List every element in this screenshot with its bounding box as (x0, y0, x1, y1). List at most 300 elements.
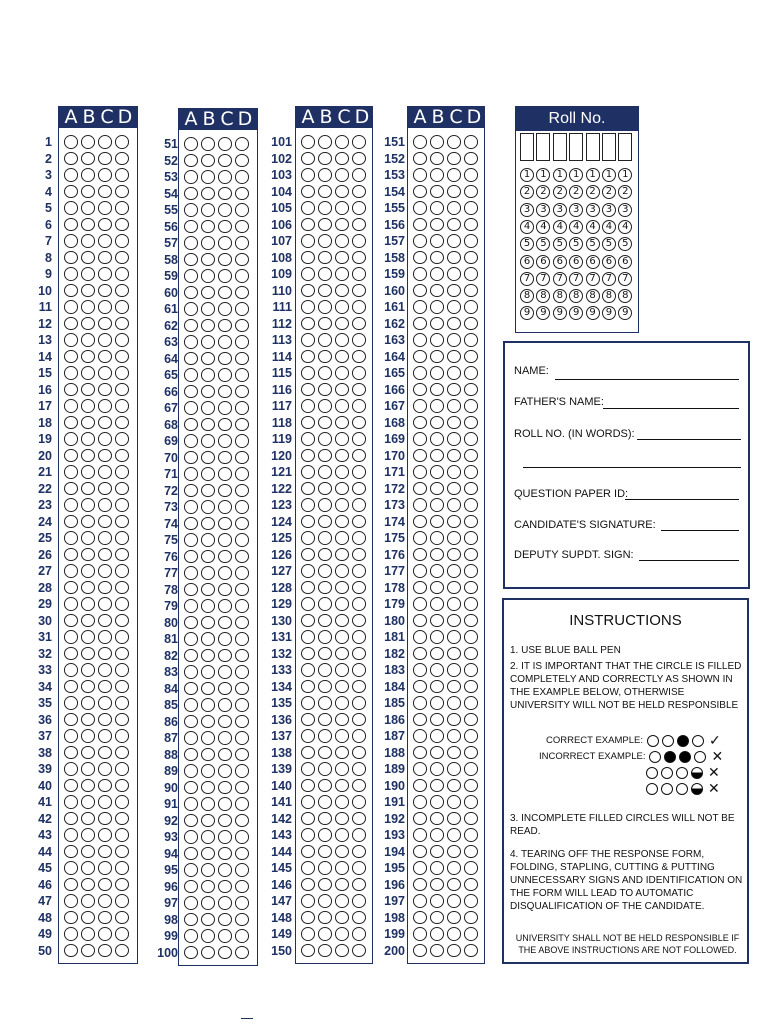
answer-bubble-b[interactable] (81, 845, 95, 859)
answer-bubble-a[interactable] (301, 185, 315, 199)
roll-digit-box[interactable] (618, 133, 632, 161)
answer-bubble-b[interactable] (81, 185, 95, 199)
answer-bubble-c[interactable] (98, 432, 112, 446)
answer-bubble-a[interactable] (184, 913, 198, 927)
answer-bubble-c[interactable] (98, 531, 112, 545)
answer-bubble-b[interactable] (430, 135, 444, 149)
answer-bubble-b[interactable] (81, 795, 95, 809)
answer-bubble-c[interactable] (98, 218, 112, 232)
answer-bubble-a[interactable] (184, 929, 198, 943)
roll-digit-bubble[interactable]: 5 (618, 237, 632, 251)
answer-bubble-d[interactable] (464, 416, 478, 430)
answer-bubble-c[interactable] (335, 878, 349, 892)
answer-bubble-a[interactable] (64, 647, 78, 661)
answer-bubble-d[interactable] (352, 795, 366, 809)
answer-bubble-d[interactable] (352, 465, 366, 479)
answer-bubble-a[interactable] (301, 878, 315, 892)
answer-bubble-c[interactable] (218, 434, 232, 448)
answer-bubble-b[interactable] (201, 434, 215, 448)
answer-bubble-a[interactable] (184, 946, 198, 960)
answer-bubble-d[interactable] (464, 762, 478, 776)
answer-bubble-a[interactable] (184, 896, 198, 910)
answer-bubble-b[interactable] (430, 201, 444, 215)
answer-bubble-a[interactable] (301, 647, 315, 661)
answer-bubble-a[interactable] (301, 911, 315, 925)
roll-digit-bubble[interactable]: 9 (586, 306, 600, 320)
answer-bubble-d[interactable] (235, 418, 249, 432)
answer-bubble-d[interactable] (115, 267, 129, 281)
answer-bubble-a[interactable] (413, 284, 427, 298)
answer-bubble-b[interactable] (430, 300, 444, 314)
answer-bubble-a[interactable] (301, 663, 315, 677)
answer-bubble-a[interactable] (184, 286, 198, 300)
answer-bubble-c[interactable] (447, 680, 461, 694)
answer-bubble-b[interactable] (81, 300, 95, 314)
answer-bubble-b[interactable] (81, 894, 95, 908)
answer-bubble-d[interactable] (115, 465, 129, 479)
roll-digit-bubble[interactable]: 1 (520, 168, 534, 182)
answer-bubble-b[interactable] (201, 319, 215, 333)
answer-bubble-a[interactable] (64, 680, 78, 694)
answer-bubble-d[interactable] (352, 647, 366, 661)
roll-digit-bubble[interactable]: 3 (618, 203, 632, 217)
answer-bubble-a[interactable] (413, 597, 427, 611)
answer-bubble-d[interactable] (464, 333, 478, 347)
answer-bubble-c[interactable] (335, 779, 349, 793)
answer-bubble-b[interactable] (81, 713, 95, 727)
answer-bubble-b[interactable] (430, 746, 444, 760)
answer-bubble-c[interactable] (447, 350, 461, 364)
answer-bubble-a[interactable] (184, 385, 198, 399)
answer-bubble-d[interactable] (352, 251, 366, 265)
answer-bubble-c[interactable] (98, 795, 112, 809)
answer-bubble-a[interactable] (301, 317, 315, 331)
answer-bubble-a[interactable] (413, 482, 427, 496)
answer-bubble-c[interactable] (218, 913, 232, 927)
answer-bubble-c[interactable] (447, 482, 461, 496)
answer-bubble-d[interactable] (352, 944, 366, 958)
answer-bubble-a[interactable] (184, 665, 198, 679)
answer-bubble-c[interactable] (447, 399, 461, 413)
answer-bubble-a[interactable] (184, 368, 198, 382)
answer-bubble-d[interactable] (235, 682, 249, 696)
answer-bubble-b[interactable] (430, 894, 444, 908)
answer-bubble-a[interactable] (184, 880, 198, 894)
answer-bubble-c[interactable] (335, 201, 349, 215)
answer-bubble-d[interactable] (235, 929, 249, 943)
answer-bubble-a[interactable] (184, 137, 198, 151)
answer-bubble-d[interactable] (235, 649, 249, 663)
answer-bubble-b[interactable] (318, 680, 332, 694)
answer-bubble-a[interactable] (413, 729, 427, 743)
answer-bubble-a[interactable] (64, 350, 78, 364)
answer-bubble-b[interactable] (430, 647, 444, 661)
answer-bubble-c[interactable] (335, 894, 349, 908)
answer-bubble-c[interactable] (98, 317, 112, 331)
answer-bubble-c[interactable] (335, 614, 349, 628)
answer-bubble-d[interactable] (352, 399, 366, 413)
answer-bubble-c[interactable] (98, 828, 112, 842)
answer-bubble-b[interactable] (318, 729, 332, 743)
answer-bubble-b[interactable] (81, 828, 95, 842)
answer-bubble-d[interactable] (352, 449, 366, 463)
answer-bubble-b[interactable] (318, 201, 332, 215)
roll-digit-bubble[interactable]: 8 (618, 289, 632, 303)
answer-bubble-d[interactable] (464, 927, 478, 941)
answer-bubble-a[interactable] (64, 317, 78, 331)
answer-bubble-b[interactable] (430, 449, 444, 463)
answer-bubble-c[interactable] (335, 284, 349, 298)
answer-bubble-a[interactable] (184, 649, 198, 663)
answer-bubble-b[interactable] (318, 399, 332, 413)
answer-bubble-c[interactable] (335, 548, 349, 562)
answer-bubble-c[interactable] (218, 616, 232, 630)
answer-bubble-c[interactable] (98, 564, 112, 578)
answer-bubble-b[interactable] (201, 368, 215, 382)
answer-bubble-d[interactable] (235, 451, 249, 465)
answer-bubble-a[interactable] (413, 845, 427, 859)
answer-bubble-c[interactable] (447, 927, 461, 941)
answer-bubble-d[interactable] (235, 154, 249, 168)
answer-bubble-d[interactable] (115, 762, 129, 776)
roll-digit-bubble[interactable]: 7 (553, 272, 567, 286)
answer-bubble-a[interactable] (301, 383, 315, 397)
answer-bubble-b[interactable] (201, 731, 215, 745)
answer-bubble-a[interactable] (64, 581, 78, 595)
answer-bubble-d[interactable] (464, 911, 478, 925)
answer-bubble-d[interactable] (352, 234, 366, 248)
answer-bubble-a[interactable] (184, 632, 198, 646)
answer-bubble-c[interactable] (98, 581, 112, 595)
answer-bubble-c[interactable] (447, 531, 461, 545)
answer-bubble-b[interactable] (430, 911, 444, 925)
answer-bubble-d[interactable] (352, 663, 366, 677)
answer-bubble-d[interactable] (464, 944, 478, 958)
answer-bubble-b[interactable] (201, 863, 215, 877)
answer-bubble-b[interactable] (201, 632, 215, 646)
answer-bubble-b[interactable] (81, 432, 95, 446)
answer-bubble-a[interactable] (301, 350, 315, 364)
answer-bubble-d[interactable] (464, 663, 478, 677)
answer-bubble-d[interactable] (235, 913, 249, 927)
answer-bubble-a[interactable] (413, 465, 427, 479)
answer-bubble-a[interactable] (301, 713, 315, 727)
answer-bubble-d[interactable] (115, 350, 129, 364)
answer-bubble-c[interactable] (335, 647, 349, 661)
answer-bubble-b[interactable] (430, 482, 444, 496)
answer-bubble-b[interactable] (318, 383, 332, 397)
answer-bubble-a[interactable] (64, 795, 78, 809)
deputy-supdt-sign-field[interactable] (639, 560, 739, 561)
answer-bubble-b[interactable] (318, 416, 332, 430)
answer-bubble-b[interactable] (318, 449, 332, 463)
answer-bubble-a[interactable] (184, 302, 198, 316)
answer-bubble-b[interactable] (81, 861, 95, 875)
answer-bubble-b[interactable] (81, 333, 95, 347)
answer-bubble-c[interactable] (218, 665, 232, 679)
answer-bubble-c[interactable] (98, 300, 112, 314)
answer-bubble-d[interactable] (235, 500, 249, 514)
roll-digit-box[interactable] (586, 133, 600, 161)
answer-bubble-a[interactable] (413, 795, 427, 809)
answer-bubble-d[interactable] (352, 152, 366, 166)
answer-bubble-b[interactable] (430, 168, 444, 182)
answer-bubble-d[interactable] (464, 201, 478, 215)
answer-bubble-c[interactable] (218, 236, 232, 250)
answer-bubble-b[interactable] (430, 284, 444, 298)
answer-bubble-b[interactable] (81, 548, 95, 562)
answer-bubble-a[interactable] (184, 599, 198, 613)
answer-bubble-c[interactable] (447, 581, 461, 595)
answer-bubble-b[interactable] (81, 416, 95, 430)
answer-bubble-b[interactable] (318, 251, 332, 265)
answer-bubble-b[interactable] (81, 927, 95, 941)
answer-bubble-d[interactable] (115, 366, 129, 380)
answer-bubble-b[interactable] (81, 878, 95, 892)
answer-bubble-d[interactable] (464, 680, 478, 694)
answer-bubble-c[interactable] (447, 465, 461, 479)
answer-bubble-d[interactable] (352, 366, 366, 380)
answer-bubble-b[interactable] (201, 286, 215, 300)
answer-bubble-c[interactable] (98, 185, 112, 199)
answer-bubble-b[interactable] (318, 878, 332, 892)
answer-bubble-c[interactable] (447, 515, 461, 529)
roll-digit-bubble[interactable]: 2 (520, 185, 534, 199)
answer-bubble-b[interactable] (318, 350, 332, 364)
answer-bubble-b[interactable] (430, 944, 444, 958)
answer-bubble-b[interactable] (430, 581, 444, 595)
answer-bubble-b[interactable] (201, 335, 215, 349)
answer-bubble-d[interactable] (352, 300, 366, 314)
answer-bubble-d[interactable] (464, 746, 478, 760)
answer-bubble-d[interactable] (352, 201, 366, 215)
answer-bubble-b[interactable] (318, 647, 332, 661)
answer-bubble-d[interactable] (235, 731, 249, 745)
answer-bubble-c[interactable] (335, 333, 349, 347)
answer-bubble-a[interactable] (64, 284, 78, 298)
answer-bubble-d[interactable] (115, 383, 129, 397)
answer-bubble-c[interactable] (335, 927, 349, 941)
answer-bubble-b[interactable] (81, 597, 95, 611)
answer-bubble-c[interactable] (218, 748, 232, 762)
answer-bubble-d[interactable] (115, 746, 129, 760)
answer-bubble-d[interactable] (115, 548, 129, 562)
answer-bubble-a[interactable] (413, 515, 427, 529)
answer-bubble-c[interactable] (447, 845, 461, 859)
answer-bubble-c[interactable] (335, 234, 349, 248)
answer-bubble-b[interactable] (318, 581, 332, 595)
answer-bubble-c[interactable] (218, 764, 232, 778)
answer-bubble-b[interactable] (81, 135, 95, 149)
answer-bubble-b[interactable] (201, 533, 215, 547)
answer-bubble-d[interactable] (464, 564, 478, 578)
answer-bubble-b[interactable] (318, 663, 332, 677)
answer-bubble-c[interactable] (447, 812, 461, 826)
answer-bubble-c[interactable] (218, 137, 232, 151)
answer-bubble-d[interactable] (464, 795, 478, 809)
answer-bubble-a[interactable] (413, 564, 427, 578)
answer-bubble-a[interactable] (413, 350, 427, 364)
roll-words-field-line-2[interactable] (523, 467, 741, 468)
answer-bubble-a[interactable] (301, 201, 315, 215)
answer-bubble-c[interactable] (447, 614, 461, 628)
answer-bubble-c[interactable] (447, 779, 461, 793)
answer-bubble-b[interactable] (318, 812, 332, 826)
answer-bubble-d[interactable] (235, 302, 249, 316)
answer-bubble-b[interactable] (430, 779, 444, 793)
answer-bubble-a[interactable] (413, 416, 427, 430)
answer-bubble-d[interactable] (115, 729, 129, 743)
answer-bubble-d[interactable] (235, 599, 249, 613)
answer-bubble-a[interactable] (301, 762, 315, 776)
answer-bubble-d[interactable] (115, 927, 129, 941)
answer-bubble-c[interactable] (447, 564, 461, 578)
answer-bubble-a[interactable] (64, 548, 78, 562)
answer-bubble-b[interactable] (201, 797, 215, 811)
answer-bubble-b[interactable] (430, 812, 444, 826)
answer-bubble-c[interactable] (218, 352, 232, 366)
roll-digit-bubble[interactable]: 4 (553, 220, 567, 234)
answer-bubble-b[interactable] (430, 218, 444, 232)
answer-bubble-a[interactable] (64, 878, 78, 892)
answer-bubble-d[interactable] (235, 698, 249, 712)
answer-bubble-b[interactable] (201, 385, 215, 399)
answer-bubble-a[interactable] (413, 680, 427, 694)
answer-bubble-b[interactable] (318, 779, 332, 793)
answer-bubble-d[interactable] (115, 647, 129, 661)
answer-bubble-c[interactable] (218, 649, 232, 663)
answer-bubble-c[interactable] (98, 399, 112, 413)
answer-bubble-c[interactable] (98, 383, 112, 397)
answer-bubble-c[interactable] (218, 220, 232, 234)
answer-bubble-d[interactable] (352, 218, 366, 232)
answer-bubble-c[interactable] (218, 385, 232, 399)
roll-digit-bubble[interactable]: 2 (569, 185, 583, 199)
answer-bubble-c[interactable] (447, 449, 461, 463)
answer-bubble-b[interactable] (201, 649, 215, 663)
answer-bubble-d[interactable] (235, 220, 249, 234)
answer-bubble-d[interactable] (115, 713, 129, 727)
answer-bubble-c[interactable] (218, 863, 232, 877)
answer-bubble-a[interactable] (301, 630, 315, 644)
answer-bubble-a[interactable] (301, 944, 315, 958)
answer-bubble-c[interactable] (98, 894, 112, 908)
answer-bubble-a[interactable] (301, 267, 315, 281)
answer-bubble-d[interactable] (115, 680, 129, 694)
answer-bubble-c[interactable] (335, 515, 349, 529)
answer-bubble-d[interactable] (235, 665, 249, 679)
answer-bubble-d[interactable] (115, 218, 129, 232)
answer-bubble-c[interactable] (98, 548, 112, 562)
answer-bubble-c[interactable] (98, 696, 112, 710)
answer-bubble-d[interactable] (464, 317, 478, 331)
answer-bubble-b[interactable] (430, 432, 444, 446)
answer-bubble-a[interactable] (64, 449, 78, 463)
answer-bubble-c[interactable] (98, 861, 112, 875)
answer-bubble-a[interactable] (64, 696, 78, 710)
answer-bubble-c[interactable] (447, 795, 461, 809)
answer-bubble-a[interactable] (413, 630, 427, 644)
answer-bubble-d[interactable] (115, 878, 129, 892)
answer-bubble-d[interactable] (352, 581, 366, 595)
answer-bubble-d[interactable] (115, 581, 129, 595)
answer-bubble-d[interactable] (115, 597, 129, 611)
answer-bubble-b[interactable] (201, 946, 215, 960)
answer-bubble-a[interactable] (413, 878, 427, 892)
answer-bubble-b[interactable] (430, 696, 444, 710)
answer-bubble-d[interactable] (464, 845, 478, 859)
answer-bubble-c[interactable] (218, 599, 232, 613)
answer-bubble-a[interactable] (184, 467, 198, 481)
answer-bubble-b[interactable] (318, 564, 332, 578)
answer-bubble-a[interactable] (64, 927, 78, 941)
answer-bubble-d[interactable] (235, 187, 249, 201)
answer-bubble-a[interactable] (184, 830, 198, 844)
answer-bubble-a[interactable] (301, 861, 315, 875)
roll-digit-bubble[interactable]: 2 (536, 185, 550, 199)
answer-bubble-c[interactable] (447, 201, 461, 215)
roll-digit-bubble[interactable]: 5 (520, 237, 534, 251)
answer-bubble-a[interactable] (64, 944, 78, 958)
answer-bubble-a[interactable] (184, 698, 198, 712)
answer-bubble-b[interactable] (430, 878, 444, 892)
answer-bubble-a[interactable] (413, 548, 427, 562)
answer-bubble-b[interactable] (201, 269, 215, 283)
answer-bubble-a[interactable] (64, 564, 78, 578)
answer-bubble-c[interactable] (447, 944, 461, 958)
answer-bubble-a[interactable] (301, 812, 315, 826)
answer-bubble-a[interactable] (64, 267, 78, 281)
answer-bubble-a[interactable] (184, 731, 198, 745)
answer-bubble-b[interactable] (201, 781, 215, 795)
answer-bubble-d[interactable] (235, 269, 249, 283)
answer-bubble-b[interactable] (430, 399, 444, 413)
answer-bubble-a[interactable] (184, 253, 198, 267)
answer-bubble-c[interactable] (218, 418, 232, 432)
answer-bubble-c[interactable] (335, 482, 349, 496)
answer-bubble-d[interactable] (464, 350, 478, 364)
answer-bubble-b[interactable] (430, 680, 444, 694)
answer-bubble-a[interactable] (64, 861, 78, 875)
answer-bubble-b[interactable] (430, 317, 444, 331)
answer-bubble-c[interactable] (98, 201, 112, 215)
answer-bubble-c[interactable] (447, 911, 461, 925)
answer-bubble-b[interactable] (318, 482, 332, 496)
answer-bubble-d[interactable] (352, 284, 366, 298)
answer-bubble-b[interactable] (318, 498, 332, 512)
answer-bubble-a[interactable] (184, 566, 198, 580)
answer-bubble-a[interactable] (413, 911, 427, 925)
answer-bubble-b[interactable] (318, 713, 332, 727)
answer-bubble-c[interactable] (218, 880, 232, 894)
answer-bubble-b[interactable] (81, 630, 95, 644)
answer-bubble-c[interactable] (98, 251, 112, 265)
answer-bubble-d[interactable] (464, 465, 478, 479)
answer-bubble-b[interactable] (81, 812, 95, 826)
answer-bubble-c[interactable] (335, 251, 349, 265)
answer-bubble-d[interactable] (352, 729, 366, 743)
answer-bubble-c[interactable] (98, 663, 112, 677)
answer-bubble-c[interactable] (98, 597, 112, 611)
answer-bubble-b[interactable] (201, 599, 215, 613)
answer-bubble-c[interactable] (218, 401, 232, 415)
answer-bubble-c[interactable] (335, 152, 349, 166)
answer-bubble-d[interactable] (464, 267, 478, 281)
answer-bubble-d[interactable] (464, 449, 478, 463)
answer-bubble-c[interactable] (98, 911, 112, 925)
answer-bubble-d[interactable] (352, 482, 366, 496)
answer-bubble-a[interactable] (64, 713, 78, 727)
